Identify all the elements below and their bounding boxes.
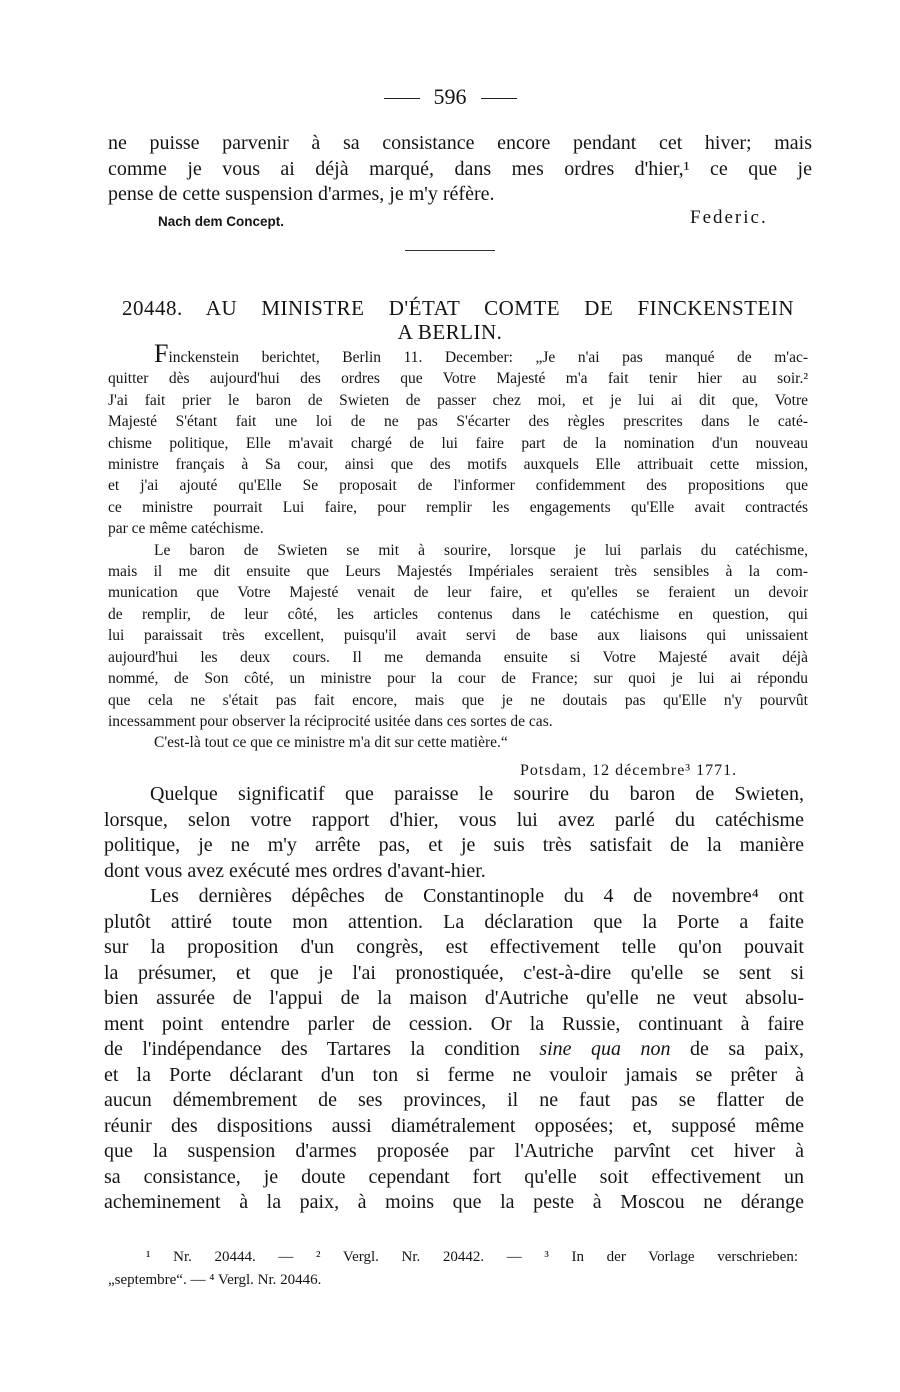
text-line: plutôt attiré toute mon attention. La déclaration que la Porte a faite [104, 910, 804, 933]
text-line: ne puisse parvenir à sa consistance encore pendant cet hiver; mais [108, 132, 812, 154]
header-rule-right [481, 98, 517, 99]
footnote-line: ¹ Nr. 20444. — ² Vergl. Nr. 20442. — ³ In der Vorlage verschrieben: [146, 1249, 798, 1265]
text-line: bien assurée de l'appui de la maison d'Autriche qu'elle ne veut absolu- [104, 987, 804, 1009]
text-line: réunir des dispositions aussi diamétralement opposées; et, supposé même [104, 1114, 804, 1137]
text-line: munication que Votre Majesté venait de leur faire, et qu'elles se feraient un devoir [108, 584, 808, 602]
text-line: Quelque significatif que paraisse le sourire du baron de Swieten, [150, 783, 804, 805]
text-line: pense de cette suspension d'armes, je m'y réfère. [108, 183, 495, 205]
continuation-paragraph [108, 131, 812, 208]
text-line: sa consistance, je doute cependant fort qu'elle soit effectivement un [104, 1165, 804, 1188]
text-line: ment point entendre parler de cession. Or la Russie, continuant à faire [104, 1012, 804, 1035]
text-line: aujourd'hui les deux cours. Il me demanda ensuite si Votre Majesté avait déjà [108, 648, 808, 666]
text-line: mais il me dit ensuite que Leurs Majestés Impériales seraient très sensibles à la com- [108, 563, 808, 581]
letter-number: 20448. [122, 296, 183, 320]
text-line: de l'indépendance des Tartares la condition sine qua non de sa paix, [104, 1038, 804, 1060]
footnote-line: „septembre“. — ⁴ Vergl. Nr. 20446. [108, 1272, 322, 1288]
text-line: nommé, de Son côté, un ministre pour la cour de France; sur quoi je lui ai répondu [108, 670, 808, 688]
dateline: Potsdam, 12 décembre³ 1771. [520, 762, 738, 779]
letter-title [122, 296, 794, 321]
text-line: J'ai fait prier le baron de Swieten de passer chez moi, et je lui ai dit que, Votre [108, 391, 808, 409]
text-line: sur la proposition d'un congrès, est effectivement telle qu'on pouvait [104, 936, 804, 958]
text-line: de remplir, de leur côté, les articles contenus dans le catéchisme en question, qui [108, 605, 808, 623]
letter-title-line2: A BERLIN. [397, 320, 503, 344]
text-line: chisme politique, Elle m'avait chargé de lui faire part de la nomination d'un nouveau [108, 434, 808, 452]
text-line: Les dernières dépêches de Constantinople du 4 de novembre⁴ ont [150, 885, 804, 907]
text-line: par ce même catéchisme. [108, 520, 264, 538]
text-line: que la suspension d'armes proposée par l'Autriche parvînt cet hiver à [104, 1140, 804, 1162]
text-line: Majesté S'étant fait une loi de ne pas S'écarter des règles prescrites dans le caté- [108, 413, 808, 431]
text-line: quitter dès aujourd'hui des ordres que Votre Majesté m'a fait tenir hier au soir.² [108, 370, 808, 388]
text-line: incessamment pour observer la réciprocité usitée dans ces sortes de cas. [108, 712, 553, 730]
page-number: 596 [433, 84, 467, 109]
text-line: lui paraissait très excellent, puisqu'il avait servi de base aux liaisons qui unissaient [108, 627, 808, 645]
text-line: ministre français à Sa cour, ainsi que des motifs auxquels Elle attribuait cette mission, [108, 456, 808, 474]
text-line: C'est-là tout ce que ce ministre m'a dit sur cette matière.“ [154, 734, 508, 752]
signature: Federic. [690, 207, 768, 228]
letter-title-line1: AU MINISTRE D'ÉTAT COMTE DE FINCKENSTEIN [205, 296, 794, 320]
source-note: Nach dem Concept. [158, 214, 285, 229]
text-line: que cela ne s'était pas fait encore, mais que je ne doutais pas qu'Elle n'y pourvût [108, 691, 808, 709]
letter-body [104, 782, 804, 1216]
header-rule-left [384, 98, 420, 99]
latin-phrase: sine qua non [539, 1038, 671, 1060]
initial-capital: F [154, 339, 169, 368]
report-summary [108, 339, 808, 754]
text-line: et j'ai ajouté qu'Elle Se proposait de l'informer confidemment des propositions que [108, 477, 808, 495]
section-divider [405, 250, 495, 251]
text-line: aucun démembrement de ses provinces, il ne faut pas se flatter de [104, 1089, 804, 1111]
text-line: comme je vous ai déjà marqué, dans mes ordres d'hier,¹ ce que je [108, 157, 812, 180]
text-line [108, 339, 808, 368]
text-line: politique, je ne m'y arrête pas, et je suis très satisfait de la manière [104, 834, 804, 856]
text-line: dont vous avez exécuté mes ordres d'avant-hier. [104, 859, 486, 882]
text-line: ce ministre pourrait Lui faire, pour remplir les engagements qu'Elle avait contractés [108, 498, 808, 516]
text-line: Le baron de Swieten se mit à sourire, lorsque je lui parlais du catéchisme, [154, 541, 808, 559]
text-line: la présumer, et que je l'ai pronostiquée, c'est-à-dire qu'elle se sent si [104, 961, 804, 984]
page-header [0, 84, 900, 110]
text-line: et la Porte déclarant d'un ton si ferme ne vouloir jamais se prêter à [104, 1063, 804, 1086]
text-line-content: inckenstein berichtet, Berlin 11. December: „Je n'ai pas manqué de m'ac- [168, 349, 808, 366]
text-line: acheminement à la paix, à moins que la peste à Moscou ne dérange [104, 1191, 804, 1213]
text-line: lorsque, selon votre rapport d'hier, vous lui avez parlé du catéchisme [104, 808, 804, 831]
